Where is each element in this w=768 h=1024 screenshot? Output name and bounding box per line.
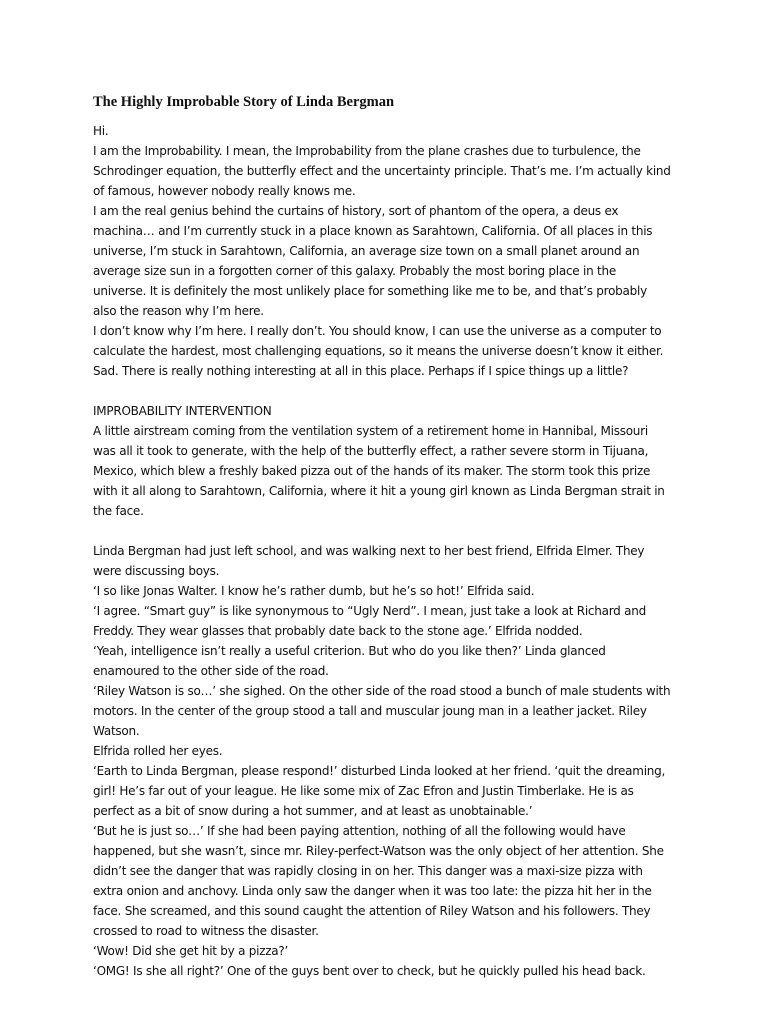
paragraph: ‘I so like Jonas Walter. I know he’s rather dumb, but he’s so hot!’ Elfrida said.	[93, 584, 535, 598]
paragraph: ‘Wow! Did she get hit by a pizza?’	[93, 944, 289, 958]
paragraph: ‘Yeah, intelligence isn’t really a useful criterion. But who do you like then?’ Linda glanced enamoured to the other side of the road.	[93, 644, 606, 678]
document-body	[93, 121, 672, 981]
paragraph: ‘OMG! Is she all right?’ One of the guys bent over to check, but he quickly pulled his head back.	[93, 964, 646, 978]
paragraph: I am the Improbability. I mean, the Improbability from the plane crashes due to turbulence, the Schrodinger equation, the butterfly effect and the uncertainty principle. That’s me. I’m actually kind of famous, however nobody really knows me.	[93, 144, 671, 198]
paragraph: I don’t know why I’m here. I really don’t. You should know, I can use the universe as a computer to calculate the hardest, most challenging equations, so it means the universe doesn’t know it either. Sad. There is really nothing interesting at all in this place. Perhaps if I spice things up a little?	[93, 324, 664, 378]
paragraph: Linda Bergman had just left school, and was walking next to her best friend, Elfrida Elmer. They were discussing boys.	[93, 544, 645, 578]
paragraph: ‘Riley Watson is so…’ she sighed. On the other side of the road stood a bunch of male students with motors. In the center of the group stood a tall and muscular joung man in a leather jacket. Riley Watson.	[93, 684, 671, 738]
blank-line	[93, 381, 672, 401]
paragraph: I am the real genius behind the curtains of history, sort of phantom of the opera, a deus ex machina… and I’m currently stuck in a place known as Sarahtown, California. Of all places in this universe, I’m stuck in Sarahtown, California, an average size town on a small planet around an average size sun in a forgotten corner of this galaxy. Probably the most boring place in the universe. It is definitely the most unlikely place for something like me to be, and that’s probably also the reason why I’m here.	[93, 204, 653, 318]
paragraph: Elfrida rolled her eyes.	[93, 744, 223, 758]
paragraph: ‘Earth to Linda Bergman, please respond!’ disturbed Linda looked at her friend. ‘quit the dreaming, girl! He’s far out of your league. He like some mix of Zac Efron and Justin Timberlake. He is as perfect as a bit of snow during a hot summer, and at least as unobtainable.’	[93, 764, 666, 818]
blank-line	[93, 521, 672, 541]
paragraph: ‘But he is just so…’ If she had been paying attention, nothing of all the following would have happened, but she wasn’t, since mr. Riley-perfect-Watson was the only object of her attention. She didn’t see the danger that was rapidly closing in on her. This danger was a maxi-size pizza with extra onion and anchovy. Linda only saw the danger when it was too late: the pizza hit her in the face. She screamed, and this sound caught the attention of Riley Watson and his followers. They crossed to road to witness the disaster.	[93, 824, 664, 938]
document-title: The Highly Improbable Story of Linda Bergman	[93, 94, 395, 110]
section-heading: IMPROBABILITY INTERVENTION	[93, 404, 272, 418]
paragraph: A little airstream coming from the ventilation system of a retirement home in Hannibal, Missouri was all it took to generate, with the help of the butterfly effect, a rather severe storm in Tijuana, Mexico, which blew a freshly baked pizza out of the hands of its maker. The storm took this prize with it all along to Sarahtown, California, where it hit a young girl known as Linda Bergman strait in the face.	[93, 424, 665, 518]
paragraph: Hi.	[93, 124, 109, 138]
paragraph: ‘I agree. “Smart guy” is like synonymous to “Ugly Nerd”. I mean, just take a look at Richard and Freddy. They wear glasses that probably date back to the stone age.’ Elfrida nodded.	[93, 604, 646, 638]
